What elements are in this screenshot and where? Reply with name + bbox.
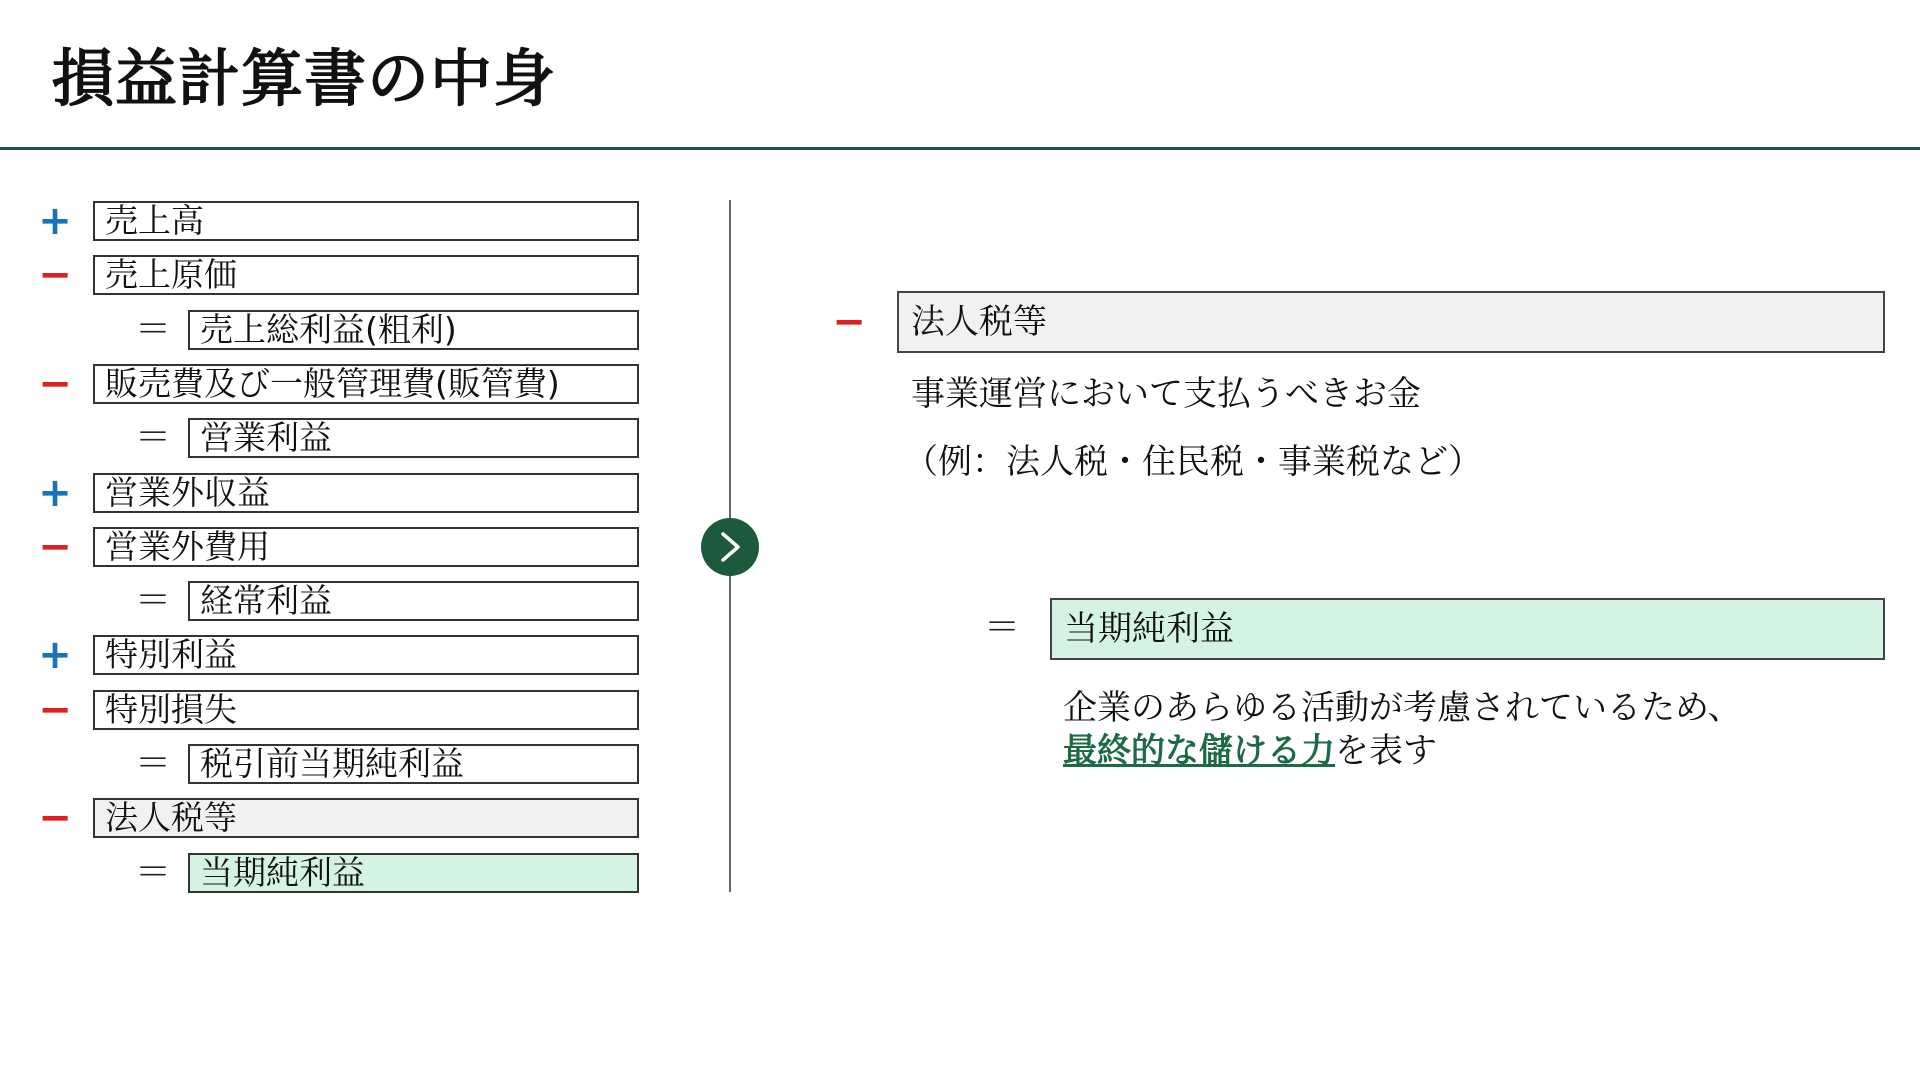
equals-sign: ＝ (134, 309, 171, 350)
equals-sign: ＝ (134, 852, 171, 893)
statement-item-label: 特別損失 (105, 690, 237, 729)
statement-row (0, 853, 700, 893)
tax-detail-box (897, 291, 1885, 353)
statement-item-label: 当期純利益 (200, 853, 365, 892)
minus-sign: − (38, 252, 72, 298)
net-income-description: 企業のあらゆる活動が考慮されているため、 (1063, 688, 1742, 728)
statement-item-label: 売上総利益(粗利) (200, 310, 457, 349)
statement-row (0, 581, 700, 621)
statement-item-label: 営業外収益 (105, 473, 270, 512)
plus-sign: + (38, 632, 72, 678)
statement-item-box (188, 853, 639, 893)
statement-item-label: 売上高 (105, 201, 204, 240)
minus-sign: − (38, 795, 72, 841)
plus-sign: + (38, 198, 72, 244)
slide-title: 損益計算書の中身 (52, 42, 557, 115)
statement-item-box (93, 201, 639, 241)
tax-examples: （例：法人税・住民税・事業税など） (904, 442, 1482, 482)
net-income-summary-rest: を表す (1335, 731, 1437, 771)
statement-item-box (93, 798, 639, 838)
statement-item-box (188, 581, 639, 621)
statement-row (0, 470, 700, 516)
statement-item-label: 販売費及び一般管理費(販管費) (105, 364, 560, 403)
minus-sign: − (832, 299, 866, 345)
minus-sign: − (38, 687, 72, 733)
statement-row (0, 744, 700, 784)
statement-row (0, 198, 700, 244)
plus-sign: + (38, 470, 72, 516)
statement-item-box (93, 635, 639, 675)
statement-row (0, 632, 700, 678)
equals-sign: ＝ (134, 743, 171, 784)
statement-item-label: 特別利益 (105, 635, 237, 674)
net-income-detail-box (1050, 598, 1885, 660)
chevron-right-icon (701, 518, 759, 576)
statement-item-box (188, 744, 639, 784)
equals-sign: ＝ (134, 580, 171, 621)
minus-sign: − (38, 524, 72, 570)
equals-sign: ＝ (983, 607, 1020, 648)
statement-item-box (93, 364, 639, 404)
statement-row (0, 418, 700, 458)
statement-item-label: 売上原価 (105, 255, 237, 294)
tax-description: 事業運営において支払うべきお金 (911, 374, 1421, 414)
statement-row (0, 252, 700, 298)
statement-row (0, 361, 700, 407)
statement-item-box (188, 418, 639, 458)
statement-row (0, 795, 700, 841)
minus-sign: − (38, 361, 72, 407)
statement-item-box (93, 527, 639, 567)
net-income-highlight: 最終的な儲ける力 (1063, 731, 1335, 771)
statement-item-label: 営業利益 (200, 418, 332, 457)
statement-item-box (188, 310, 639, 350)
statement-row (0, 310, 700, 350)
statement-item-label: 営業外費用 (105, 527, 270, 566)
statement-item-label: 経常利益 (200, 581, 332, 620)
net-income-summary (1063, 723, 1437, 772)
tax-detail-label: 法人税等 (911, 302, 1047, 342)
statement-item-label: 法人税等 (105, 798, 237, 837)
statement-row (0, 687, 700, 733)
statement-item-box (93, 255, 639, 295)
net-income-detail-label: 当期純利益 (1064, 609, 1234, 649)
statement-item-box (93, 690, 639, 730)
title-divider (0, 147, 1920, 150)
statement-row (0, 524, 700, 570)
statement-item-label: 税引前当期純利益 (200, 744, 464, 783)
equals-sign: ＝ (134, 417, 171, 458)
statement-item-box (93, 473, 639, 513)
